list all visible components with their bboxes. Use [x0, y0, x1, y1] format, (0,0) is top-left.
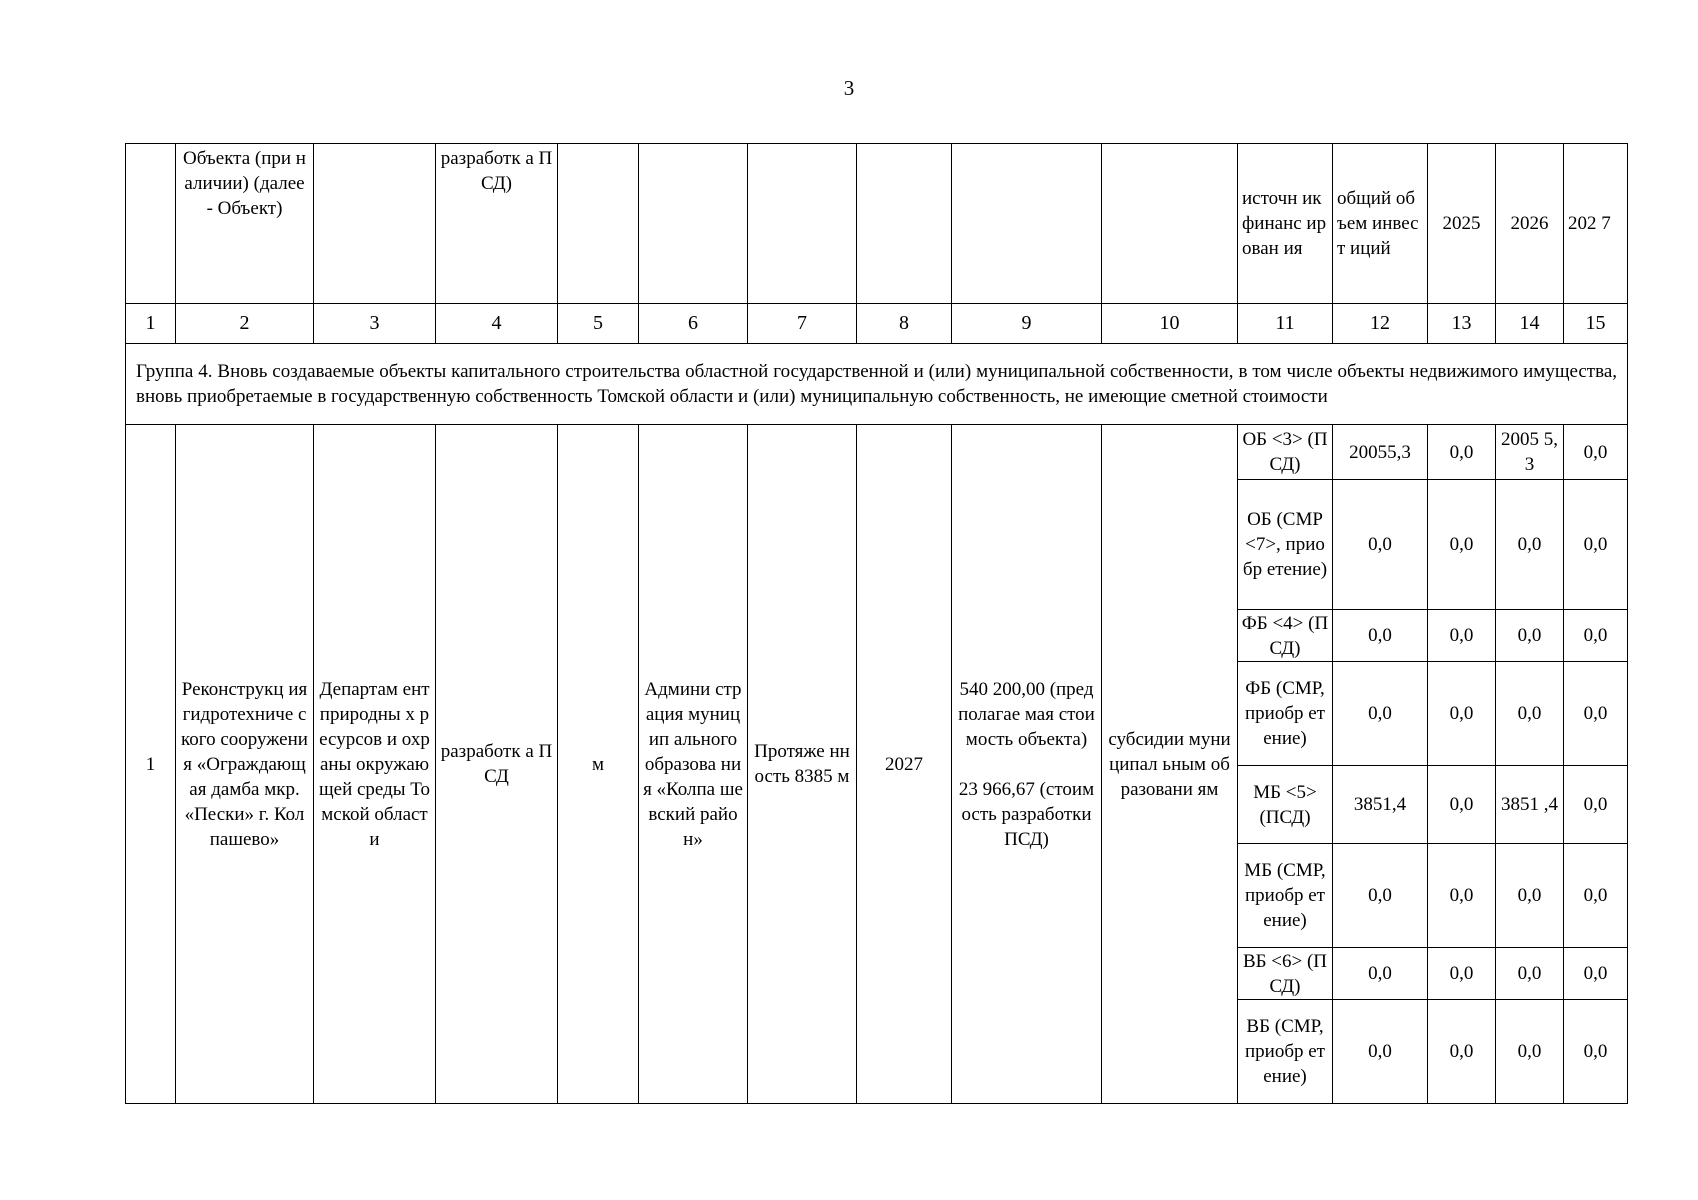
header-cell-5: [558, 144, 639, 304]
financing-source: ФБ (СМР, приобр етение): [1238, 662, 1333, 766]
column-number: 3: [314, 304, 436, 344]
financing-2027: 0,0: [1564, 766, 1628, 844]
financing-2025: 0,0: [1428, 1000, 1496, 1104]
investment-table: [125, 143, 1628, 1104]
column-number: 7: [748, 304, 857, 344]
column-number: 10: [1102, 304, 1238, 344]
object-capacity: Протяже нность 8385 м: [748, 425, 857, 1104]
financing-total: 0,0: [1333, 844, 1428, 948]
financing-2026: 0,0: [1496, 662, 1564, 766]
object-year: 2027: [857, 425, 952, 1104]
financing-source: МБ <5> (ПСД): [1238, 766, 1333, 844]
cost-psd: 23 966,67 (стоимость разработки ПСД): [958, 778, 1095, 850]
financing-source: ОБ (СМР <7>, приобр етение): [1238, 480, 1333, 610]
header-cell-stage: разработк а ПСД): [436, 144, 558, 304]
financing-source: ФБ <4> (ПСД): [1238, 610, 1333, 662]
column-number: 9: [952, 304, 1102, 344]
column-number: 6: [639, 304, 748, 344]
column-number: 4: [436, 304, 558, 344]
column-number: 1: [126, 304, 176, 344]
financing-total: 0,0: [1333, 610, 1428, 662]
financing-source: ВБ (СМР, приобр етение): [1238, 1000, 1333, 1104]
financing-2026: 0,0: [1496, 948, 1564, 1000]
object-cost: [952, 425, 1102, 1104]
financing-2026: 0,0: [1496, 610, 1564, 662]
funding-form: субсидии муниципал ьным образовани ям: [1102, 425, 1238, 1104]
object-customer: Админи страция муницип ального образова ния «Колпа шевский район»: [639, 425, 748, 1104]
column-number: 15: [1564, 304, 1628, 344]
financing-2027: 0,0: [1564, 610, 1628, 662]
financing-total: 0,0: [1333, 662, 1428, 766]
column-number: 11: [1238, 304, 1333, 344]
financing-2026: 0,0: [1496, 844, 1564, 948]
financing-2025: 0,0: [1428, 425, 1496, 480]
group-row: [126, 344, 1628, 425]
header-cell-7: [748, 144, 857, 304]
header-cell-10: [1102, 144, 1238, 304]
header-cell-source: источн ик финанс ирован ия: [1238, 144, 1333, 304]
column-number: 12: [1333, 304, 1428, 344]
financing-2027: 0,0: [1564, 948, 1628, 1000]
responsible-department: Департам ент природны х ресурсов и охраны окружаю щей среды Томской области: [314, 425, 436, 1104]
header-cell-1: [126, 144, 176, 304]
financing-source: ОБ <3> (ПСД): [1238, 425, 1333, 480]
header-cell-8: [857, 144, 952, 304]
cost-estimated: 540 200,00 (предполагае мая стоимость объекта): [958, 678, 1095, 750]
financing-2027: 0,0: [1564, 425, 1628, 480]
header-row: [126, 144, 1628, 304]
financing-2025: 0,0: [1428, 480, 1496, 610]
header-cell-6: [639, 144, 748, 304]
financing-2027: 0,0: [1564, 1000, 1628, 1104]
header-cell-2026: 2026: [1496, 144, 1564, 304]
header-cell-3: [314, 144, 436, 304]
object-stage: разработк а ПСД: [436, 425, 558, 1104]
financing-2025: 0,0: [1428, 948, 1496, 1000]
financing-total: 0,0: [1333, 948, 1428, 1000]
financing-2025: 0,0: [1428, 610, 1496, 662]
financing-2025: 0,0: [1428, 766, 1496, 844]
financing-2027: 0,0: [1564, 662, 1628, 766]
column-numbers-row: [126, 304, 1628, 344]
header-cell-2025: 2025: [1428, 144, 1496, 304]
column-number: 14: [1496, 304, 1564, 344]
column-number: 5: [558, 304, 639, 344]
column-number: 2: [176, 304, 314, 344]
object-name: Реконструкц ия гидротехниче ского сооружения «Ограждающ ая дамба мкр. «Пески» г. Колпашево»: [176, 425, 314, 1104]
financing-total: 20055,3: [1333, 425, 1428, 480]
financing-2027: 0,0: [1564, 844, 1628, 948]
object-number: 1: [126, 425, 176, 1104]
financing-2026: 0,0: [1496, 1000, 1564, 1104]
object-unit: м: [558, 425, 639, 1104]
header-cell-object: Объекта (при наличии) (далее - Объект): [176, 144, 314, 304]
financing-2026: 3851 ,4: [1496, 766, 1564, 844]
header-cell-total: общий объем инвест иций: [1333, 144, 1428, 304]
table-row: [126, 425, 1628, 480]
financing-total: 3851,4: [1333, 766, 1428, 844]
financing-2026: 2005 5,3: [1496, 425, 1564, 480]
group-title: Группа 4. Вновь создаваемые объекты капитального строительства областной государственной и (или) муниципальной собственности, в том числе объекты недвижимого имущества, вновь приобретаемые в государственную собственность Томской области и (или) муниципальную собственность, не имеющие сметной стоимости: [126, 344, 1628, 425]
column-number: 8: [857, 304, 952, 344]
header-cell-2027: 202 7: [1564, 144, 1628, 304]
financing-2025: 0,0: [1428, 662, 1496, 766]
financing-source: МБ (СМР, приобр етение): [1238, 844, 1333, 948]
financing-2026: 0,0: [1496, 480, 1564, 610]
page-number: 3: [843, 76, 855, 100]
financing-total: 0,0: [1333, 480, 1428, 610]
header-cell-9: [952, 144, 1102, 304]
financing-2025: 0,0: [1428, 844, 1496, 948]
column-number: 13: [1428, 304, 1496, 344]
financing-2027: 0,0: [1564, 480, 1628, 610]
financing-total: 0,0: [1333, 1000, 1428, 1104]
financing-source: ВБ <6> (ПСД): [1238, 948, 1333, 1000]
